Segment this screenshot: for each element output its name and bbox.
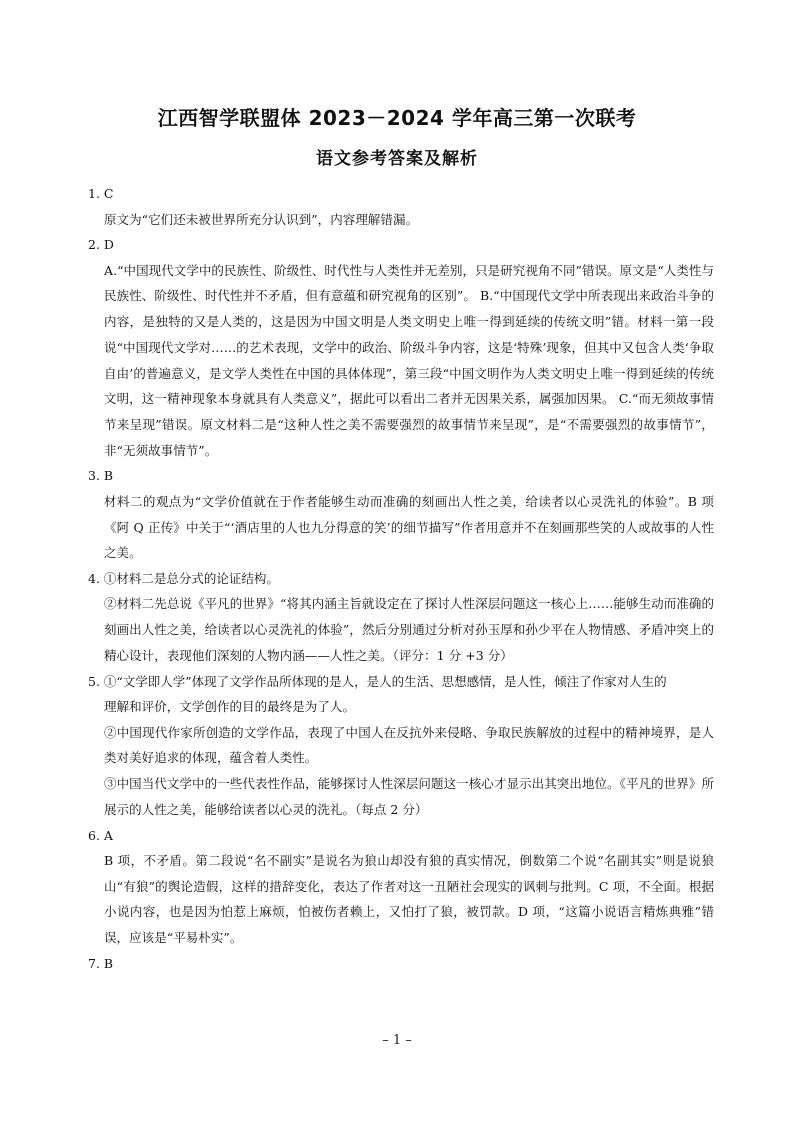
answer-number: 6. A xyxy=(88,827,113,843)
answer-item xyxy=(82,951,714,977)
explanation-paragraph: ③中国当代文学中的一些代表性作品，能够探讨人性深层问题这一核心才显示出其突出地位。《平凡的世界》所展示的人性之美，能够给读者以心灵的洗礼。（每点 2 分） xyxy=(104,776,714,817)
explanation-paragraph: 材料二的观点为“文学价值就在于作者能够生动而准确的刻画出人性之美，给读者以心灵洗礼的体验”。B 项《阿 Q 正传》中关于“‘酒店里的人也九分得意的笑’的细节描写”作者用意并不在刻画那些笑的人或故事的人性之美。 xyxy=(104,493,714,561)
answer-item xyxy=(82,181,714,232)
page-number: – 1 – xyxy=(382,1033,412,1048)
answer-number: 7. B xyxy=(88,955,114,971)
answer-list xyxy=(82,181,714,976)
explanation-paragraph: 原文为“它们还未被世界所充分认识到”，内容理解错漏。 xyxy=(104,211,419,227)
document-subtitle: 语文参考答案及解析 xyxy=(316,149,478,169)
answer-number: 2. D xyxy=(88,237,114,253)
answer-number: 3. B xyxy=(88,468,114,484)
answer-item xyxy=(82,232,714,463)
answer-item xyxy=(82,823,714,951)
document-title: 江西智学联盟体 2023－2024 学年高三第一次联考 xyxy=(157,106,637,130)
answer-number: 4. ①材料二是总分式的论证结构。 xyxy=(88,570,279,586)
explanation-paragraph: 理解和评价，文学创作的目的最终是为了人。 xyxy=(104,699,356,715)
answer-number: 5. ①“文学即人学”体现了文学作品所体现的是人，是人的生活、思想感情，是人性，倾注了作家对人生的 xyxy=(88,673,667,689)
answer-number: 1. C xyxy=(88,186,114,201)
answer-item xyxy=(82,669,714,823)
explanation-paragraph: A.“中国现代文学中的民族性、阶级性、时代性与人类性并无差别，只是研究视角不同”错误。原文是“人类性与民族性、阶级性、时代性并不矛盾，但有意蕴和研究视角的区别”。 B.“中国现代文学中所表现出来政治斗争的内容，是独特的又是人类的，这是因为中国文明是人类文明史上唯一得到延续的传统文明”错。材料一第一段说“中国现代文学对……的艺术表现，文学中的政治、阶级斗争内容，这是‘特殊’现象，但其中又包含人类‘争取自由’的普遍意义，是文学人类性在中国的具体体现”，第三段“中国文明作为人类文明史上唯一得到延续的传统文明，这一精神现象本身就具有人类意义”，据此可以看出二者并无因果关系，属强加因果。 C.“而无须故事情节来呈现”错误。原文材料二是“这种人性之美不需要强烈的故事情节来呈现”，是“不需要强烈的故事情节”，非“无须故事情节”。 xyxy=(104,262,714,458)
answer-item xyxy=(82,566,714,669)
explanation-paragraph: ②材料二先总说《平凡的世界》“将其内涵主旨就设定在了探讨人性深层问题这一核心上……能够生动而准确的刻画出人性之美，给读者以心灵洗礼的体验”，然后分别通过分析对孙玉厚和孙少平在人物情感、矛盾冲突上的精心设计，表现他们深刻的人物内涵——人性之美。（评分：1 分 +3 分） xyxy=(104,596,714,663)
explanation-paragraph: B 项，不矛盾。第二段说“名不副实”是说名为狼山却没有狼的真实情况，倒数第二个说“名副其实”则是说狼山“有狼”的舆论造假，这样的措辞变化，表达了作者对这一丑陋社会现实的讽刺与批判。C 项，不全面。根据小说内容，也是因为怕惹上麻烦，怕被伤者赖上，又怕打了狼，被罚款。D 项，“这篇小说语言精炼典雅”错误，应该是“平易朴实”。 xyxy=(104,853,714,946)
answer-item xyxy=(82,463,714,566)
explanation-paragraph: ②中国现代作家所创造的文学作品，表现了中国人在反抗外来侵略、争取民族解放的过程中的精神境界，是人类对美好追求的体现，蕴含着人类性。 xyxy=(104,724,714,766)
